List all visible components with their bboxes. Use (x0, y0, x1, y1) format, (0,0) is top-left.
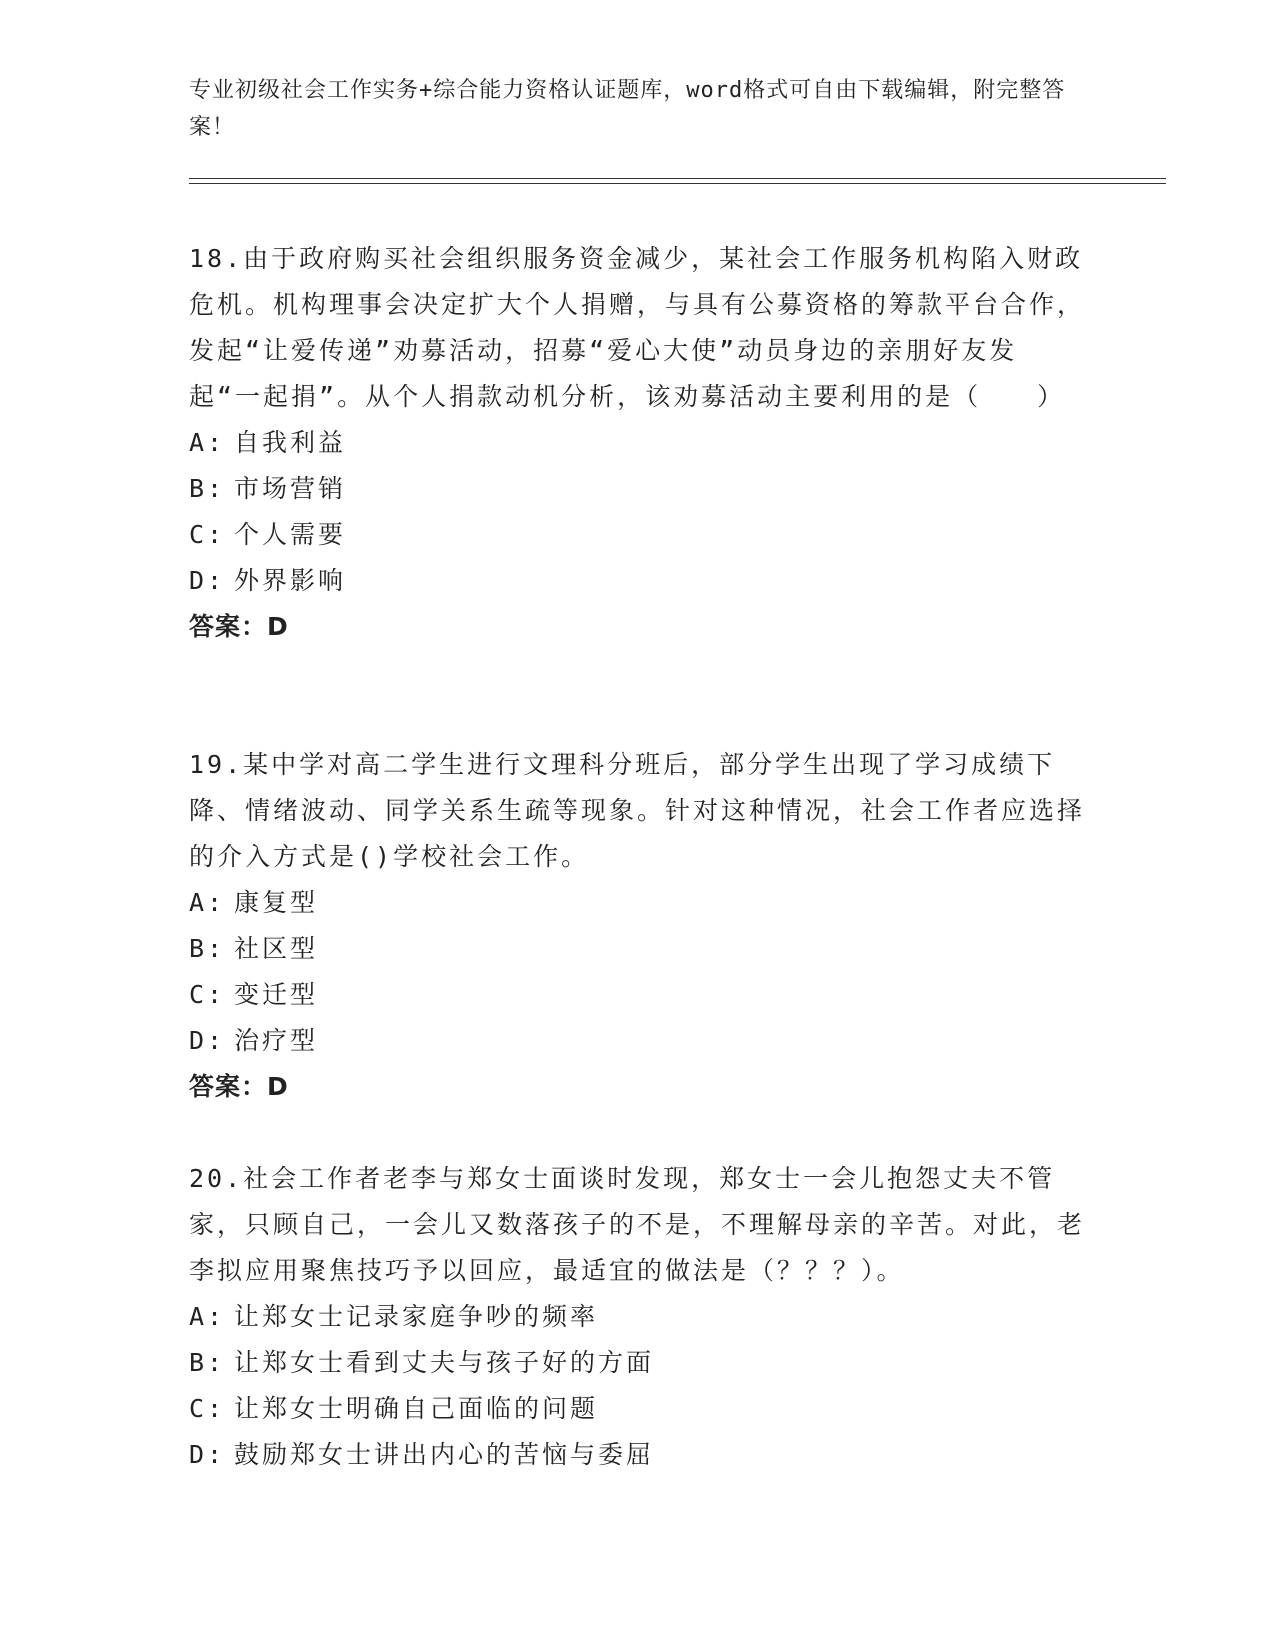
header-divider-bottom (189, 183, 1166, 184)
option-text: 市场营销 (234, 474, 347, 503)
option-text: 鼓励郑女士讲出内心的苦恼与委屈 (234, 1440, 655, 1469)
header-divider-top (189, 178, 1166, 179)
option-c (189, 512, 1089, 558)
option-letter: C: (189, 1394, 226, 1423)
option-d (189, 1432, 1089, 1478)
option-c (189, 1386, 1089, 1432)
option-letter: B: (189, 474, 226, 503)
option-letter: D: (189, 566, 226, 595)
option-text: 外界影响 (234, 566, 347, 595)
question-19 (189, 742, 1089, 1110)
question-text: 20.社会工作者老李与郑女士面谈时发现，郑女士一会儿抱怨丈夫不管家，只顾自己，一会儿又数落孩子的不是，不理解母亲的辛苦。对此，老李拟应用聚焦技巧予以回应，最适宜的做法是（？？？）。 (189, 1164, 1086, 1285)
option-letter: D: (189, 1440, 226, 1469)
option-letter: A: (189, 428, 226, 457)
option-letter: D: (189, 1026, 226, 1055)
option-b (189, 466, 1089, 512)
option-text: 康复型 (234, 888, 319, 917)
option-text: 变迁型 (234, 980, 319, 1009)
option-text: 治疗型 (234, 1026, 319, 1055)
question-text: 19.某中学对高二学生进行文理科分班后，部分学生出现了学习成绩下降、情绪波动、同学关系生疏等现象。针对这种情况，社会工作者应选择的介入方式是()学校社会工作。 (189, 750, 1086, 871)
answer-line: 答案：D (189, 612, 289, 641)
option-c (189, 972, 1089, 1018)
option-d (189, 558, 1089, 604)
document-header: 专业初级社会工作实务+综合能力资格认证题库，word格式可自由下载编辑，附完整答案！ (189, 78, 1066, 140)
option-a (189, 420, 1089, 466)
option-a (189, 1294, 1089, 1340)
option-letter: B: (189, 1348, 226, 1377)
question-text: 18.由于政府购买社会组织服务资金减少，某社会工作服务机构陷入财政危机。机构理事会决定扩大个人捐赠，与具有公募资格的筹款平台合作，发起“让爱传递”劝募活动，招募“爱心大使”动员身边的亲朋好友发起“一起捐”。从个人捐款动机分析，该劝募活动主要利用的是（ ） (189, 244, 1086, 411)
option-b (189, 926, 1089, 972)
option-letter: A: (189, 888, 226, 917)
option-text: 让郑女士记录家庭争吵的频率 (234, 1302, 599, 1331)
option-letter: C: (189, 520, 226, 549)
option-letter: B: (189, 934, 226, 963)
option-text: 自我利益 (234, 428, 347, 457)
question-18 (189, 236, 1089, 650)
option-text: 个人需要 (234, 520, 347, 549)
option-letter: A: (189, 1302, 226, 1331)
option-d (189, 1018, 1089, 1064)
option-text: 让郑女士看到丈夫与孩子好的方面 (234, 1348, 655, 1377)
answer-line: 答案：D (189, 1072, 289, 1101)
option-a (189, 880, 1089, 926)
option-text: 社区型 (234, 934, 319, 963)
option-b (189, 1340, 1089, 1386)
question-20 (189, 1156, 1089, 1478)
option-text: 让郑女士明确自己面临的问题 (234, 1394, 599, 1423)
option-letter: C: (189, 980, 226, 1009)
